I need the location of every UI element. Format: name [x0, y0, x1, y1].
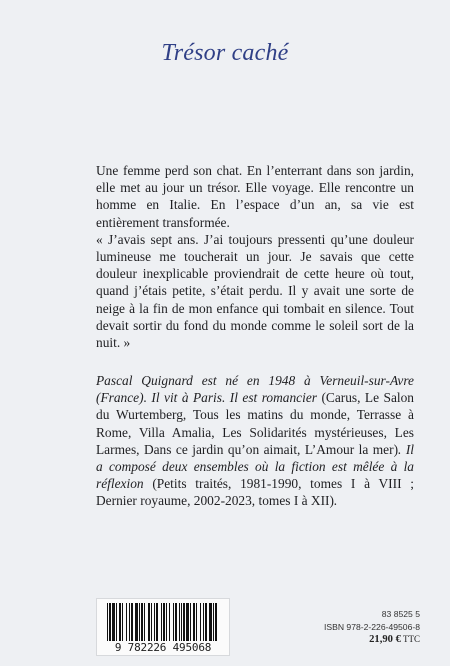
author-bio	[96, 372, 414, 510]
barcode	[96, 598, 230, 656]
product-code: 83 8525 5	[381, 609, 420, 619]
barcode-bars	[105, 603, 221, 641]
blurb-paragraph-1: Une femme perd son chat. En l’enterrant dans son jardin, elle met au jour un trésor. Elle voyage. Elle rencontre un homme en Italie. En l’espace d’un an, sa vie est entièrement transformée.	[96, 163, 414, 230]
price-value: 21,90 €	[369, 634, 401, 645]
blurb-paragraph-2: « J’avais sept ans. J’ai toujours pressenti qu’une douleur lumineuse me toucherait un jour. Je savais que cette douleur inexplicable proviendrait de cette heure où tout, quand j’étais petite, s’était perdu. Il y avait une sorte de neige à la fin de mon enfance qui tombait en silence. Tout devait sortir du fond du monde comme le soleil sort de la nuit. »	[96, 231, 414, 351]
back-cover-blurb	[96, 162, 414, 351]
bio-essays-list: (Petits traités, 1981-1990, tomes I à VIII ; Dernier royaume, 2002-2023, tomes I à XII)	[96, 476, 414, 509]
bio-sentence-1: Pascal Quignard est né en 1948 à Verneuil-sur-Avre (France). Il vit à Paris. Il est romancier	[96, 373, 414, 406]
book-title: Trésor caché	[161, 40, 289, 66]
price-ttc: TTC	[400, 634, 420, 644]
isbn-price-block	[324, 608, 420, 647]
bio-sentence-2: . Il a composé deux ensembles où la fiction est mêlée à la réflexion	[96, 441, 415, 492]
price	[324, 633, 420, 647]
barcode-digits: 9 782226 495068	[114, 641, 212, 654]
isbn: ISBN 978-2-226-49506-8	[323, 621, 420, 632]
bio-novels-list: (Carus, Le Salon du Wurtemberg, Tous les matins du monde, Terrasse à Rome, Villa Amalia, Les Solidarités mystérieuses, Les Larmes, Dans ce jardin qu’on aimait, L’Amour la mer)	[96, 390, 414, 457]
bio-end: .	[333, 493, 338, 509]
